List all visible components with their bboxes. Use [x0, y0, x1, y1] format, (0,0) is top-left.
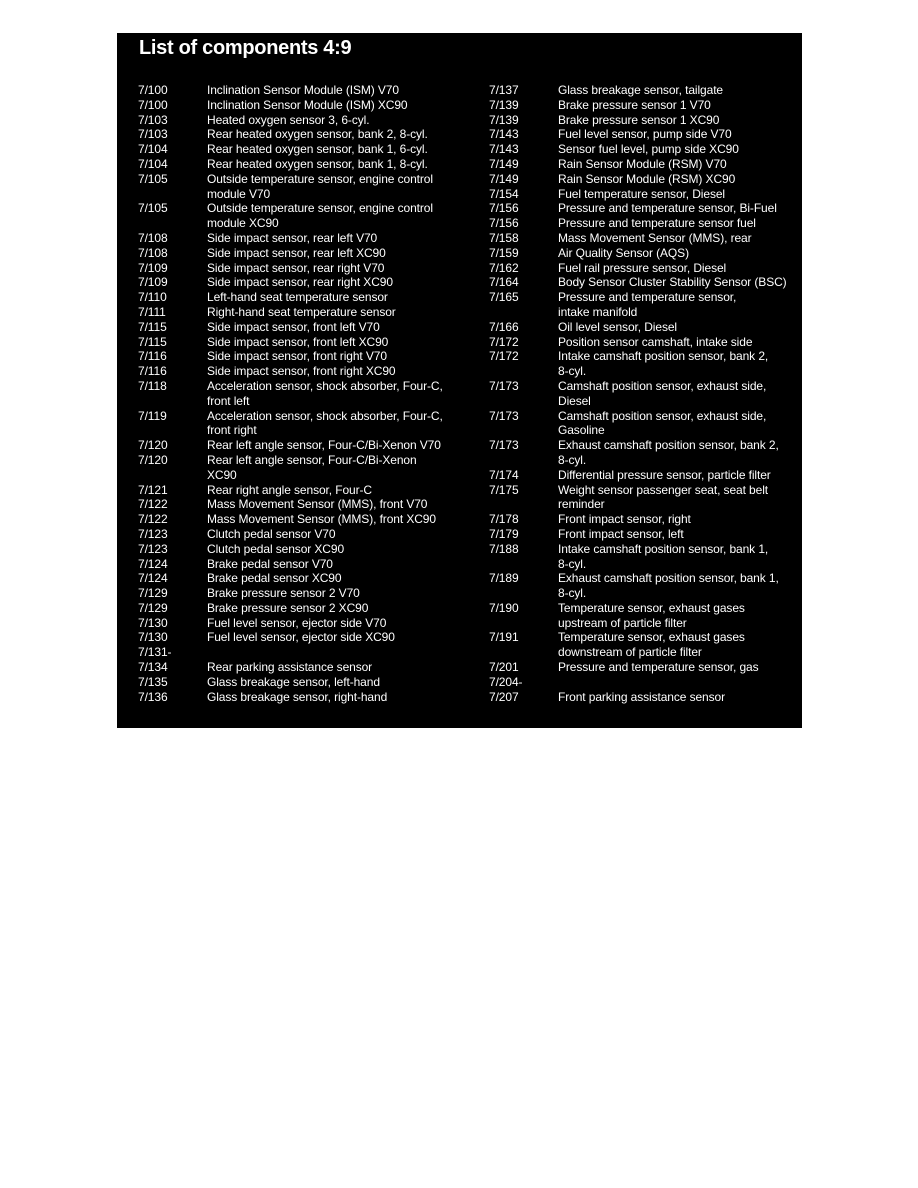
- component-code: 7/173: [489, 408, 519, 423]
- component-description: Exhaust camshaft position sensor, bank 1, 8-cyl.: [558, 571, 779, 601]
- component-row: [489, 127, 799, 142]
- component-description: Temperature sensor, exhaust gases downstream of particle filter: [558, 630, 745, 660]
- component-row: [138, 98, 483, 113]
- component-row: [489, 113, 799, 128]
- component-code: 7/188: [489, 541, 519, 556]
- component-description: Side impact sensor, rear right V70: [207, 260, 385, 275]
- component-code: 7/154: [489, 186, 519, 201]
- component-row: [138, 83, 483, 98]
- component-code: 7/109: [138, 260, 168, 275]
- component-code: 7/116: [138, 364, 167, 379]
- component-code: 7/108: [138, 245, 168, 260]
- component-row: [489, 660, 799, 675]
- component-row: [489, 571, 799, 601]
- component-row: [138, 113, 483, 128]
- component-description: Inclination Sensor Module (ISM) XC90: [207, 97, 408, 112]
- component-row: [138, 379, 483, 409]
- component-description: Mass Movement Sensor (MMS), front XC90: [207, 512, 436, 527]
- component-description: Rear left angle sensor, Four-C/Bi-Xenon XC90: [207, 452, 417, 482]
- component-description: Right-hand seat temperature sensor: [207, 304, 396, 319]
- component-row: [138, 483, 483, 498]
- component-description: Clutch pedal sensor V70: [207, 526, 336, 541]
- component-code: 7/139: [489, 112, 519, 127]
- component-row: [489, 83, 799, 98]
- component-row: [138, 349, 483, 364]
- component-row: [489, 201, 799, 216]
- component-description: Front impact sensor, right: [558, 512, 691, 527]
- component-description: Side impact sensor, front left V70: [207, 319, 380, 334]
- component-description: Acceleration sensor, shock absorber, Four-C, front right: [207, 408, 443, 438]
- component-row: [138, 453, 483, 483]
- component-code: 7/105: [138, 171, 168, 186]
- component-code: 7/191: [489, 630, 519, 645]
- component-code: 7/111: [138, 304, 166, 319]
- component-description: Rear right angle sensor, Four-C: [207, 482, 372, 497]
- component-row: [489, 231, 799, 246]
- component-description: Clutch pedal sensor XC90: [207, 541, 345, 556]
- component-description: Mass Movement Sensor (MMS), front V70: [207, 497, 428, 512]
- component-description: Rear parking assistance sensor: [207, 660, 373, 675]
- component-row: [138, 542, 483, 557]
- component-description: Weight sensor passenger seat, seat belt reminder: [558, 482, 769, 512]
- component-description: Camshaft position sensor, exhaust side, Diesel: [558, 378, 767, 408]
- component-code: 7/123: [138, 526, 168, 541]
- component-description: Pressure and temperature sensor, Bi-Fuel: [558, 201, 777, 216]
- component-code: 7/189: [489, 571, 519, 586]
- component-row: [138, 409, 483, 439]
- component-row: [489, 601, 799, 631]
- component-code: 7/166: [489, 319, 519, 334]
- component-row: [489, 275, 799, 290]
- component-description: Side impact sensor, rear right XC90: [207, 275, 393, 290]
- component-description: Intake camshaft position sensor, bank 1, 8-cyl.: [558, 541, 769, 571]
- component-description: Rear heated oxygen sensor, bank 2, 8-cyl.: [207, 127, 428, 142]
- component-description: Side impact sensor, front right XC90: [207, 364, 396, 379]
- component-row: [138, 127, 483, 142]
- component-code: 7/204-: [489, 674, 523, 689]
- component-code: 7/159: [489, 245, 519, 260]
- component-description: Pressure and temperature sensor, gas: [558, 660, 759, 675]
- component-code: 7/207: [489, 689, 519, 704]
- component-description: Brake pedal sensor XC90: [207, 571, 342, 586]
- component-code: 7/131-: [138, 645, 172, 660]
- component-code: 7/139: [489, 97, 519, 112]
- component-code: 7/172: [489, 334, 519, 349]
- component-description: Rear heated oxygen sensor, bank 1, 8-cyl.: [207, 156, 428, 171]
- component-row: [138, 335, 483, 350]
- component-description: Differential pressure sensor, particle filter: [558, 467, 771, 482]
- component-code: 7/143: [489, 142, 519, 157]
- component-row: [489, 187, 799, 202]
- component-description: Pressure and temperature sensor fuel: [558, 216, 756, 231]
- component-code: 7/103: [138, 127, 168, 142]
- component-description: Front impact sensor, left: [558, 526, 684, 541]
- component-description: Glass breakage sensor, tailgate: [558, 83, 723, 97]
- component-description: Brake pressure sensor 2 XC90: [207, 600, 369, 615]
- component-description: Outside temperature sensor, engine control module V70: [207, 171, 433, 201]
- component-code: 7/129: [138, 586, 168, 601]
- component-code: 7/110: [138, 290, 167, 305]
- component-description: Heated oxygen sensor 3, 6-cyl.: [207, 112, 370, 127]
- component-row: [489, 630, 799, 660]
- component-code: 7/158: [489, 230, 519, 245]
- component-description: Intake camshaft position sensor, bank 2, 8-cyl.: [558, 349, 769, 379]
- component-row: [138, 305, 483, 320]
- component-row: [138, 231, 483, 246]
- component-description: Fuel level sensor, ejector side V70: [207, 615, 387, 630]
- component-description: Rain Sensor Module (RSM) V70: [558, 156, 727, 171]
- component-description: Front parking assistance sensor: [558, 689, 725, 704]
- component-description: Sensor fuel level, pump side XC90: [558, 142, 739, 157]
- component-code: 7/108: [138, 230, 168, 245]
- component-description: Inclination Sensor Module (ISM) V70: [207, 83, 399, 97]
- component-code: 7/137: [489, 83, 519, 97]
- component-code: 7/164: [489, 275, 519, 290]
- component-description: Air Quality Sensor (AQS): [558, 245, 689, 260]
- component-row: [138, 630, 483, 645]
- component-code: 7/120: [138, 438, 168, 453]
- component-row: [138, 645, 483, 660]
- component-code: 7/105: [138, 201, 168, 216]
- component-description: Side impact sensor, rear left V70: [207, 230, 378, 245]
- component-row: [138, 320, 483, 335]
- component-code: 7/124: [138, 571, 168, 586]
- component-row: [138, 364, 483, 379]
- component-code: 7/121: [138, 482, 168, 497]
- component-code: 7/129: [138, 600, 168, 615]
- component-code: 7/149: [489, 171, 519, 186]
- component-row: [138, 512, 483, 527]
- component-row: [138, 290, 483, 305]
- component-description: Outside temperature sensor, engine control module XC90: [207, 201, 433, 231]
- component-row: [138, 201, 483, 231]
- component-row: [138, 438, 483, 453]
- component-description: Rear left angle sensor, Four-C/Bi-Xenon V70: [207, 438, 441, 453]
- component-row: [489, 349, 799, 379]
- component-description: Mass Movement Sensor (MMS), rear: [558, 230, 752, 245]
- component-row: [138, 586, 483, 601]
- component-row: [138, 497, 483, 512]
- component-row: [138, 601, 483, 616]
- component-description: Fuel level sensor, ejector side XC90: [207, 630, 395, 645]
- component-row: [138, 690, 483, 705]
- component-code: 7/173: [489, 378, 519, 393]
- component-code: 7/119: [138, 408, 167, 423]
- component-code: 7/100: [138, 83, 168, 97]
- component-row: [138, 157, 483, 172]
- component-description: Rear heated oxygen sensor, bank 1, 6-cyl.: [207, 142, 428, 157]
- component-code: 7/100: [138, 97, 168, 112]
- component-code: 7/135: [138, 674, 168, 689]
- component-row: [489, 409, 799, 439]
- component-code: 7/172: [489, 349, 519, 364]
- component-code: 7/130: [138, 630, 168, 645]
- component-code: 7/162: [489, 260, 519, 275]
- component-code: 7/115: [138, 334, 167, 349]
- component-description: Glass breakage sensor, left-hand: [207, 674, 380, 689]
- component-row: [489, 512, 799, 527]
- component-code: 7/104: [138, 142, 168, 157]
- component-code: 7/174: [489, 467, 519, 482]
- component-row: [489, 675, 799, 690]
- component-description: Temperature sensor, exhaust gases upstream of particle filter: [558, 600, 745, 630]
- component-code: 7/190: [489, 600, 519, 615]
- component-row: [489, 216, 799, 231]
- component-description: Acceleration sensor, shock absorber, Four-C, front left: [207, 378, 443, 408]
- component-code: 7/173: [489, 438, 519, 453]
- component-row: [489, 157, 799, 172]
- component-row: [138, 616, 483, 631]
- component-code: 7/120: [138, 452, 168, 467]
- component-row: [138, 261, 483, 276]
- component-code: 7/115: [138, 319, 167, 334]
- right-component-column: [489, 83, 799, 704]
- component-description: Brake pressure sensor 1 V70: [558, 97, 711, 112]
- component-description: Fuel rail pressure sensor, Diesel: [558, 260, 727, 275]
- component-row: [138, 527, 483, 542]
- component-row: [138, 246, 483, 261]
- component-code: 7/122: [138, 497, 168, 512]
- component-description: Oil level sensor, Diesel: [558, 319, 677, 334]
- component-code: 7/104: [138, 156, 168, 171]
- component-code: 7/156: [489, 216, 519, 231]
- component-code: 7/178: [489, 512, 519, 527]
- component-code: 7/103: [138, 112, 168, 127]
- component-row: [489, 142, 799, 157]
- component-description: Glass breakage sensor, right-hand: [207, 689, 388, 704]
- component-row: [489, 98, 799, 113]
- component-row: [138, 172, 483, 202]
- component-description: Brake pressure sensor 1 XC90: [558, 112, 720, 127]
- component-row: [138, 557, 483, 572]
- component-description: Left-hand seat temperature sensor: [207, 290, 388, 305]
- component-code: 7/124: [138, 556, 168, 571]
- component-code: 7/134: [138, 660, 168, 675]
- component-row: [489, 379, 799, 409]
- left-component-column: [138, 83, 483, 704]
- component-row: [489, 172, 799, 187]
- component-description: Rain Sensor Module (RSM) XC90: [558, 171, 736, 186]
- component-row: [489, 335, 799, 350]
- component-code: 7/109: [138, 275, 168, 290]
- component-description: Side impact sensor, front right V70: [207, 349, 387, 364]
- component-code: 7/118: [138, 378, 167, 393]
- component-row: [489, 261, 799, 276]
- component-row: [138, 142, 483, 157]
- component-row: [489, 483, 799, 513]
- component-row: [138, 660, 483, 675]
- component-description: Exhaust camshaft position sensor, bank 2, 8-cyl.: [558, 438, 779, 467]
- component-code: 7/130: [138, 615, 168, 630]
- component-row: [489, 438, 799, 468]
- component-code: 7/136: [138, 689, 168, 704]
- component-description: Side impact sensor, front left XC90: [207, 334, 389, 349]
- component-row: [138, 675, 483, 690]
- component-code: 7/165: [489, 290, 519, 305]
- component-description: Camshaft position sensor, exhaust side, Gasoline: [558, 408, 767, 438]
- components-panel: [117, 33, 802, 728]
- component-code: 7/122: [138, 512, 168, 527]
- component-description: Body Sensor Cluster Stability Sensor (BSC): [558, 275, 787, 290]
- component-description: Position sensor camshaft, intake side: [558, 334, 753, 349]
- page-title: List of components 4:9: [139, 37, 352, 59]
- component-code: 7/201: [489, 660, 519, 675]
- component-row: [138, 571, 483, 586]
- component-code: 7/149: [489, 156, 519, 171]
- component-description: Side impact sensor, rear left XC90: [207, 245, 386, 260]
- component-code: 7/143: [489, 127, 519, 142]
- component-description: Fuel level sensor, pump side V70: [558, 127, 732, 142]
- component-description: Brake pedal sensor V70: [207, 556, 333, 571]
- component-description: Pressure and temperature sensor, intake manifold: [558, 290, 737, 319]
- component-description: Brake pressure sensor 2 V70: [207, 586, 360, 601]
- component-row: [489, 320, 799, 335]
- component-code: 7/156: [489, 201, 519, 216]
- component-code: 7/116: [138, 349, 167, 364]
- component-row: [489, 542, 799, 572]
- component-row: [489, 290, 799, 320]
- component-code: 7/179: [489, 526, 519, 541]
- component-row: [489, 527, 799, 542]
- component-row: [489, 468, 799, 483]
- component-code: 7/123: [138, 541, 168, 556]
- component-description: Fuel temperature sensor, Diesel: [558, 186, 725, 201]
- component-row: [489, 690, 799, 705]
- component-row: [489, 246, 799, 261]
- component-row: [138, 275, 483, 290]
- component-code: 7/175: [489, 482, 519, 497]
